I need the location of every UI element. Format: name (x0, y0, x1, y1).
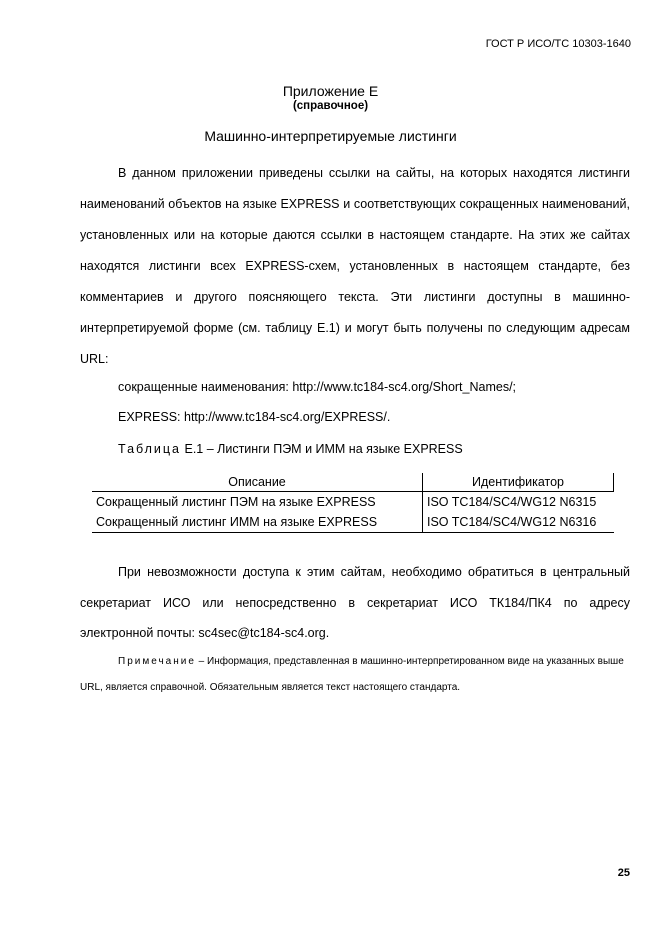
intro-paragraph: В данном приложении приведены ссылки на сайты, на которых находятся листинги наименований объектов на языке EXPRESS и соответствующих сокращенных наименований, установленных или на которые даются ссылки в настоящем стандарте. На этих же сайтах находятся листинги всех EXPRESS-схем, установленных в настоящем стандарте, без комментариев и другого поясняющего текста. Эти листинги доступны в машинно-интерпретируемой форме (см. таблицу E.1) и могут быть получены по следующим адресам URL: (80, 166, 630, 366)
row-identifier: ISO TC184/SC4/WG12 N6315 (427, 495, 597, 509)
table-caption-label: Таблица (118, 442, 182, 456)
table-row (92, 512, 614, 533)
url-express: EXPRESS: http://www.tc184-sc4.org/EXPRESS/. (118, 410, 391, 424)
section-title: Машинно-интерпретируемые листинги (204, 128, 457, 144)
note-label: Примечание (118, 656, 196, 667)
appendix-title: Приложение E (282, 83, 379, 99)
table-header-row (92, 473, 614, 492)
note-text: – Информация, представленная в машинно-интерпретированном виде на указанных выше URL, является справочной. Обязательным является текст настоящего стандарта. (80, 656, 624, 693)
row-identifier: ISO TC184/SC4/WG12 N6316 (423, 512, 614, 533)
row-description: Сокращенный листинг ПЭМ на языке EXPRESS (92, 492, 423, 513)
appendix-subtitle: (справочное) (292, 100, 369, 112)
table-caption-text: E.1 – Листинги ПЭМ и ИММ на языке EXPRESS (181, 442, 463, 456)
header-description: Описание (92, 473, 423, 492)
header-identifier: Идентификатор (423, 473, 614, 492)
note (80, 649, 630, 701)
page-number: 25 (617, 867, 630, 879)
access-paragraph: При невозможности доступа к этим сайтам, необходимо обратиться в центральный секретариат ИСО или непосредственно в секретариат ИСО ТК184/ПК4 по адресу электронной почты: sc4sec@tc184-sc4.org. (80, 565, 630, 640)
url-short-names: сокращенные наименования: http://www.tc184-sc4.org/Short_Names/; (118, 380, 517, 394)
row-description: Сокращенный листинг ИММ на языке EXPRESS (92, 512, 423, 533)
table-caption (118, 442, 463, 456)
document-code: ГОСТ Р ИСО/ТС 10303-1640 (485, 38, 631, 50)
listings-table (92, 473, 614, 533)
table-row (92, 492, 614, 513)
